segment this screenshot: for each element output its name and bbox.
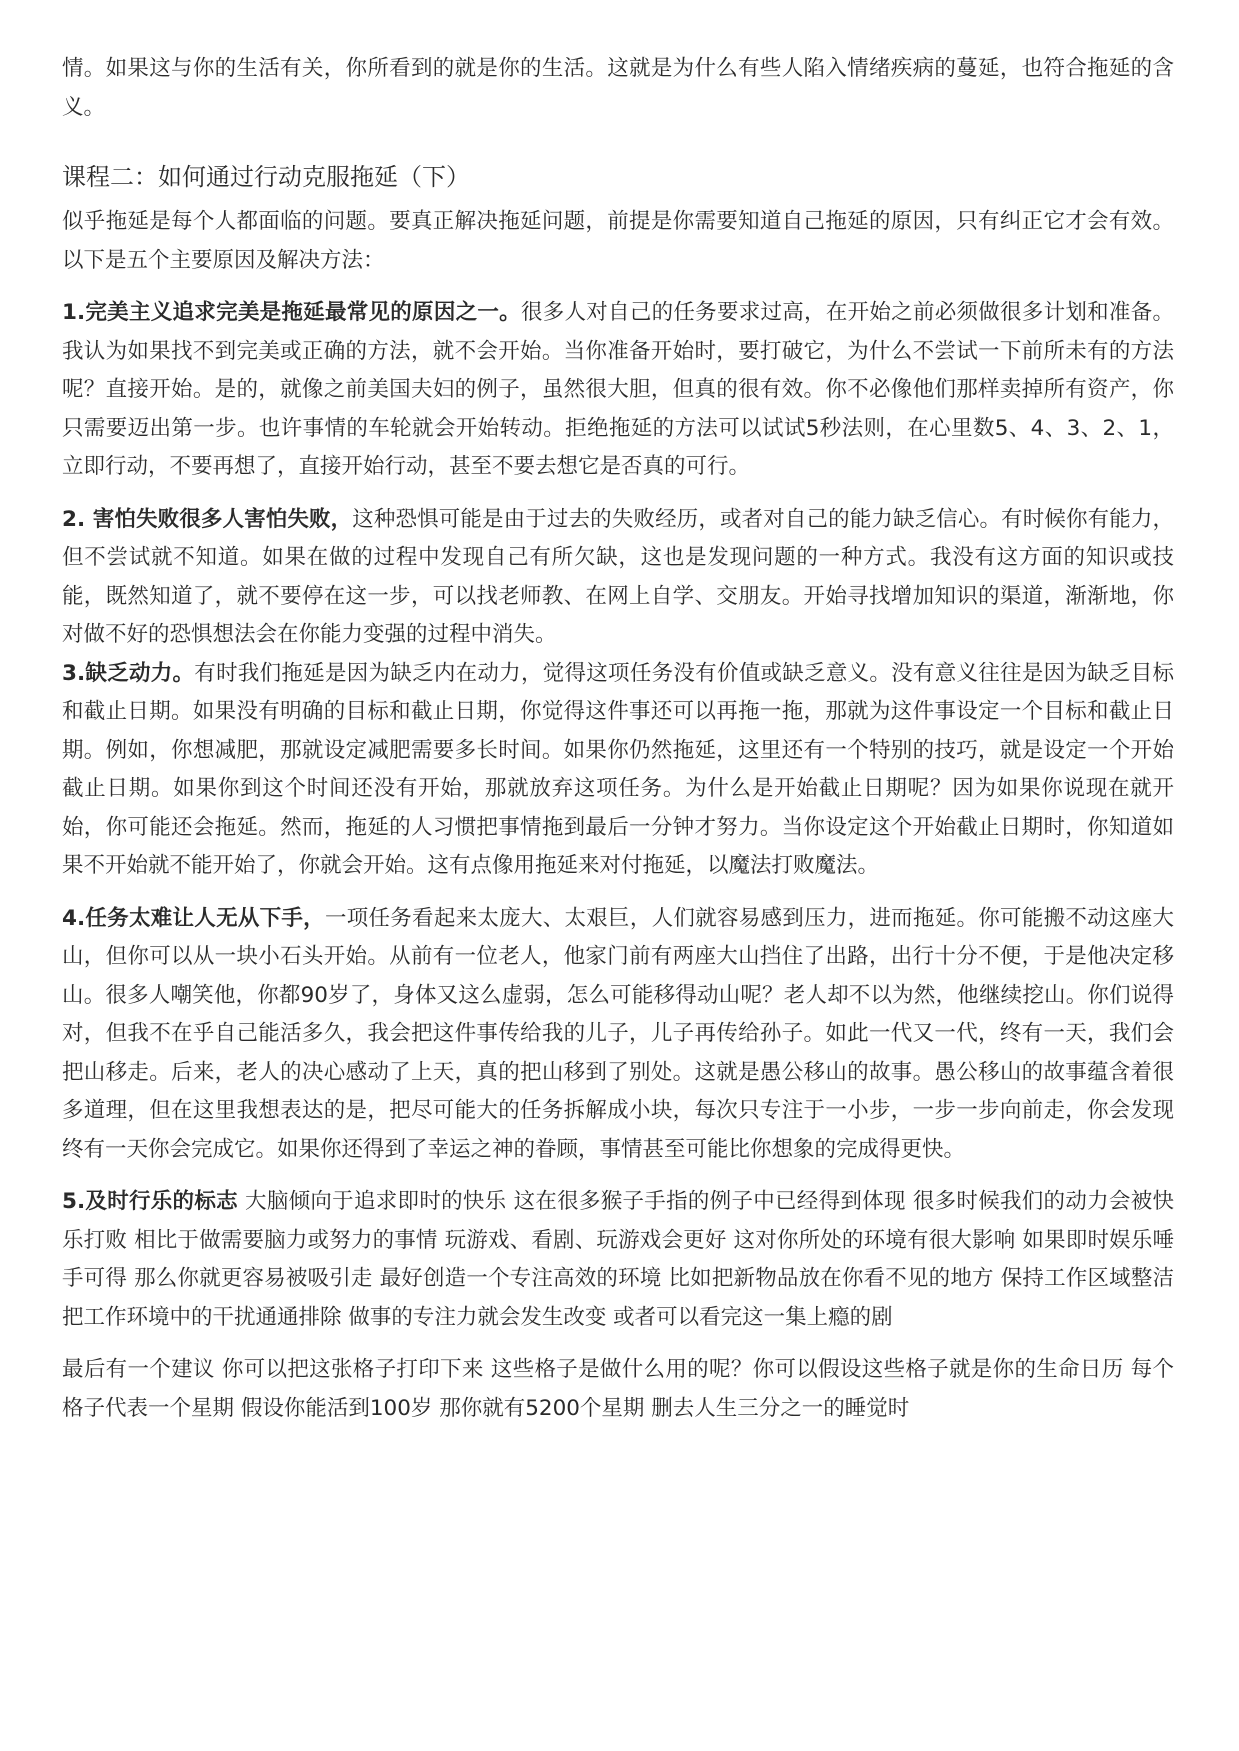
point-4-text: 一项任务看起来太庞大、太艰巨，人们就容易感到压力，进而拖延。你可能搬不动这座大山，但你可以从一块小石头开始。从前有一位老人，他家门前有两座大山挡住了出路，出行十分不便，于是他决定移山。很多人嘲笑他，你都90岁了，身体又这么虚弱，怎么可能移得动山呢？老人却不以为然，他继续挖山。你们说得对，但我不在乎自己能活多久，我会把这件事传给我的儿子，儿子再传给孙子。如此一代又一代，终有一天，我们会把山移走。后来，老人的决心感动了上天，真的把山移到了别处。这就是愚公移山的故事。愚公移山的故事蕴含着很多道理，但在这里我想表达的是，把尽可能大的任务拆解成小块，每次只专注于一小步，一步一步向前走，你会发现终有一天你会完成它。如果你还得到了幸运之神的眷顾，事情甚至可能比你想象的完成得更快。 xyxy=(62,905,1174,1162)
closing-paragraph: 最后有一个建议 你可以把这张格子打印下来 这些格子是做什么用的呢？你可以假设这些格子就是你的生命日历 每个格子代表一个星期 假设你能活到100岁 那你就有5200个星期 删去人生三分之一的睡觉时 xyxy=(62,1357,1174,1421)
point-2-lead: 2. 害怕失败很多人害怕失败， xyxy=(62,506,353,532)
intro-paragraph: 情。如果这与你的生活有关，你所看到的就是你的生活。这就是为什么有些人陷入情绪疾病的蔓延，也符合拖延的含义。 xyxy=(62,56,1174,120)
point-3-lead: 3.缺乏动力。 xyxy=(62,660,195,686)
point-4-paragraph xyxy=(62,900,1174,1170)
point-1-lead: 1.完美主义追求完美是拖延最常见的原因之一。 xyxy=(62,300,521,325)
section-intro-paragraph: 似乎拖延是每个人都面临的问题。要真正解决拖延问题，前提是你需要知道自己拖延的原因，只有纠正它才会有效。以下是五个主要原因及解决方法： xyxy=(62,209,1174,273)
point-1-paragraph xyxy=(62,294,1174,487)
section-heading: 课程二：如何通过行动克服拖延（下） xyxy=(62,163,470,191)
point-5-lead: 5.及时行乐的标志 xyxy=(62,1189,238,1214)
point-3-paragraph xyxy=(62,655,1174,886)
document-page xyxy=(62,50,1174,1428)
point-5-paragraph xyxy=(62,1183,1174,1337)
point-5-text: 大脑倾向于追求即时的快乐 这在很多猴子手指的例子中已经得到体现 很多时候我们的动力会被快乐打败 相比于做需要脑力或努力的事情 玩游戏、看剧、玩游戏会更好 这对你所处的环境有很大影响 如果即时娱乐唾手可得 那么你就更容易被吸引走 最好创造一个专注高效的环境 比如把新物品放在你看不见的地方 保持工作区域整洁 把工作环境中的干扰通通排除 做事的专注力就会发生改变 或者可以看完这一集上瘾的剧 xyxy=(62,1189,1174,1330)
point-2-text: 这种恐惧可能是由于过去的失败经历，或者对自己的能力缺乏信心。有时候你有能力，但不尝试就不知道。如果在做的过程中发现自己有所欠缺，这也是发现问题的一种方式。我没有这方面的知识或技能，既然知道了，就不要停在这一步，可以找老师教、在网上自学、交朋友。开始寻找增加知识的渠道，渐渐地，你对做不好的恐惧想法会在你能力变强的过程中消失。 xyxy=(62,506,1174,647)
point-4-lead: 4.任务太难让人无从下手， xyxy=(62,905,325,931)
point-3-text: 有时我们拖延是因为缺乏内在动力，觉得这项任务没有价值或缺乏意义。没有意义往往是因为缺乏目标和截止日期。如果没有明确的目标和截止日期，你觉得这件事还可以再拖一拖，那就为这件事设定一个目标和截止日期。例如，你想减肥，那就设定减肥需要多长时间。如果你仍然拖延，这里还有一个特别的技巧，就是设定一个开始截止日期。如果你到这个时间还没有开始，那就放弃这项任务。为什么是开始截止日期呢？因为如果你说现在就开始，你可能还会拖延。然而，拖延的人习惯把事情拖到最后一分钟才努力。当你设定这个开始截止日期时，你知道如果不开始就不能开始了，你就会开始。这有点像用拖延来对付拖延，以魔法打败魔法。 xyxy=(62,660,1174,878)
point-1-text: 很多人对自己的任务要求过高，在开始之前必须做很多计划和准备。我认为如果找不到完美或正确的方法，就不会开始。当你准备开始时，要打破它，为什么不尝试一下前所未有的方法呢？直接开始。是的，就像之前美国夫妇的例子，虽然很大胆，但真的很有效。你不必像他们那样卖掉所有资产，你只需要迈出第一步。也许事情的车轮就会开始转动。拒绝拖延的方法可以试试5秒法则，在心里数5、4、3、2、1，立即行动，不要再想了，直接开始行动，甚至不要去想它是否真的可行。 xyxy=(62,300,1174,479)
point-2-paragraph xyxy=(62,501,1174,655)
